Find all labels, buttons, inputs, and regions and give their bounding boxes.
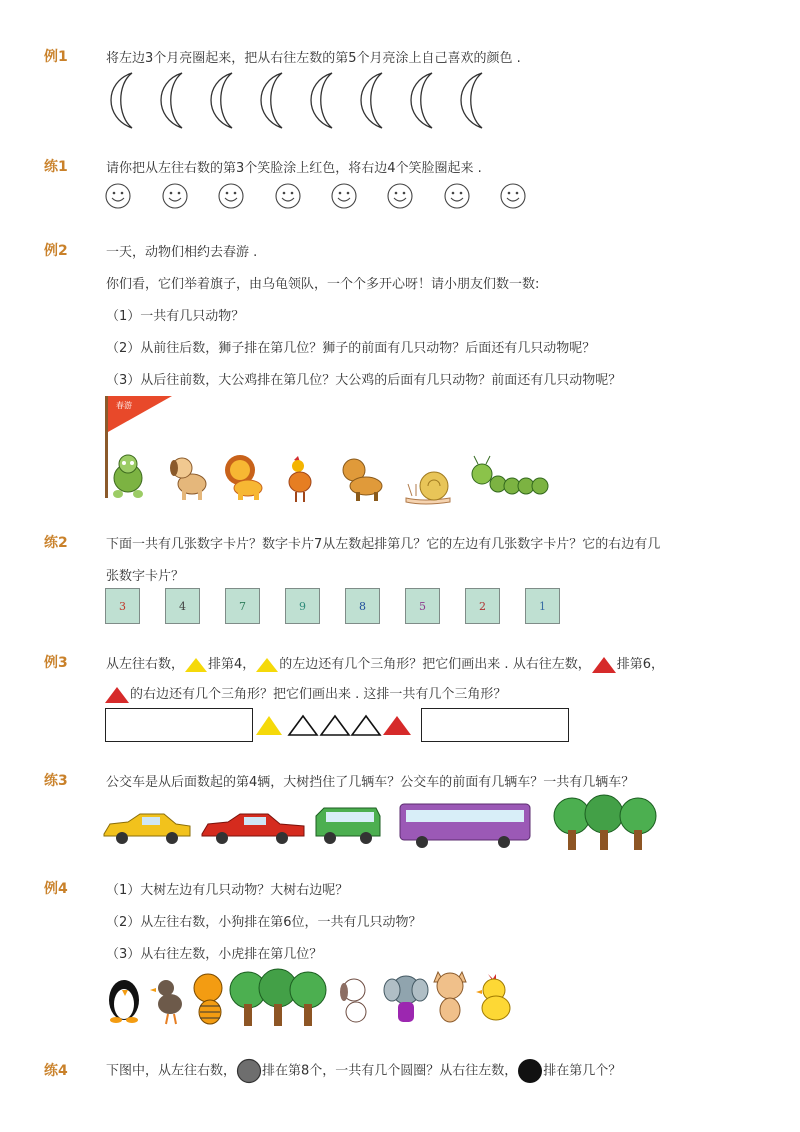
practice-2-label: 练2: [44, 535, 68, 551]
practice-2-line-1: 下面一共有几张数字卡片？数字卡片7从左数起排第几？它的左边有几张数字卡片？它的右边有几: [106, 537, 661, 552]
number-card-value: 8: [359, 599, 366, 613]
example-4-question-3: （3）从右往左数，小虎排在第几位？: [106, 947, 323, 962]
example-2-question-3: （3）从后往前数，大公鸡排在第几位？大公鸡的后面有几只动物？前面还有几只动物呢？: [106, 373, 622, 388]
number-card-value: 4: [179, 599, 186, 613]
example-3-text-a: 从左往右数，: [106, 657, 185, 672]
example-1-label: 例1: [44, 49, 68, 65]
example-4-question-1: （1）大树左边有几只动物？大树右边呢？: [106, 883, 349, 898]
chicken-icon: [476, 974, 510, 1020]
number-card: [405, 588, 440, 624]
practice-4-text-b: 排在第8个，一共有几个圆圈？从右往左数，: [262, 1063, 518, 1079]
smiley-face-icon: [219, 184, 243, 208]
practice-1-label: 练1: [44, 159, 68, 175]
smiley-face-icon: [106, 184, 130, 208]
triangle-icon: [383, 716, 411, 735]
crescent-moon-icon: [261, 73, 282, 128]
ox-icon: [340, 458, 382, 502]
number-card-value: 1: [539, 599, 546, 613]
example-3-text-e: 的右边还有几个三角形？把它们画出来 . 这排一共有几个三角形？: [130, 687, 507, 702]
smiley-face-icon: [332, 184, 356, 208]
penguin-icon: [109, 980, 139, 1023]
answer-box-right[interactable]: [421, 708, 569, 742]
moons-row: [100, 70, 500, 132]
vehicles-illustration: [100, 792, 670, 854]
example-2-line-2: 你们看，它们举着旗子，由乌龟领队，一个个多开心呀！请小朋友们数一数:: [106, 277, 540, 292]
red-car-icon: [202, 814, 304, 844]
black-circle-icon: [517, 1058, 543, 1084]
tiger-icon: [194, 974, 222, 1024]
example-3-line-2: [104, 683, 506, 704]
example-2-question-2: （2）从前往后数，狮子排在第几位？狮子的前面有几只动物？后面还有几只动物呢？: [106, 341, 596, 356]
number-card: [285, 588, 320, 624]
crescent-moon-icon: [211, 73, 232, 128]
practice-4-label: 练4: [44, 1063, 68, 1079]
number-card: [165, 588, 200, 624]
dog-icon: [170, 458, 206, 500]
example-2-question-1: （1）一共有几只动物？: [106, 309, 245, 324]
example-2-line-1: 一天，动物们相约去春游 .: [106, 245, 258, 260]
gray-circle-icon: [236, 1058, 262, 1084]
practice-4-text-a: 下图中，从左往右数，: [106, 1063, 237, 1079]
purple-bus-icon: [400, 804, 530, 848]
tree-icon: [230, 969, 326, 1026]
example-3-line-1: [106, 653, 664, 674]
rooster-icon: [289, 456, 311, 502]
example-3-text-d: 排第6，: [616, 657, 664, 672]
turtle-icon: [113, 455, 143, 498]
triangle-icon: [321, 716, 349, 735]
parade-illustration: [100, 394, 560, 506]
yellow-triangle-icon: [255, 657, 279, 673]
lion-icon: [225, 455, 262, 500]
practice-3-label: 练3: [44, 773, 68, 789]
practice-2-line-2: 张数字卡片？: [106, 569, 185, 584]
smiley-face-icon: [445, 184, 469, 208]
number-card: [225, 588, 260, 624]
crescent-moon-icon: [311, 73, 332, 128]
crescent-moon-icon: [161, 73, 182, 128]
example-2-label: 例2: [44, 243, 68, 259]
example-3-label: 例3: [44, 655, 68, 671]
practice-3-text: 公交车是从后面数起的第4辆，大树挡住了几辆车？公交车的前面有几辆车？一共有几辆车？: [106, 775, 635, 790]
example-3-text-b: 排第4，: [208, 657, 256, 672]
number-card: [465, 588, 500, 624]
practice-4-line: [106, 1058, 621, 1084]
number-card: [525, 588, 560, 624]
example-3-text-c: 的左边还有几个三角形？把它们画出来 . 从右往左数，: [279, 657, 591, 672]
flag-label: 春游: [116, 401, 132, 410]
number-card-value: 2: [479, 599, 486, 613]
answer-box-left[interactable]: [105, 708, 253, 742]
number-card-value: 3: [119, 599, 126, 613]
number-card-value: 7: [239, 599, 246, 613]
number-card-value: 9: [299, 599, 306, 613]
example-4-question-2: （2）从左往右数，小狗排在第6位，一共有几只动物？: [106, 915, 422, 930]
practice-1-text: 请你把从左往右数的第3个笑脸涂上红色，将右边4个笑脸圈起来 .: [106, 161, 482, 176]
triangle-icon: [256, 716, 282, 735]
example-4-label: 例4: [44, 881, 68, 897]
triangle-icon: [289, 716, 317, 735]
triangle-icon: [352, 716, 380, 735]
yellow-car-icon: [104, 814, 190, 844]
smiley-face-icon: [163, 184, 187, 208]
crescent-moon-icon: [111, 73, 132, 128]
smiley-face-icon: [501, 184, 525, 208]
snail-icon: [406, 472, 450, 504]
crescent-moon-icon: [411, 73, 432, 128]
practice-4-text-c: 排在第几个？: [543, 1063, 622, 1079]
number-card-value: 5: [419, 599, 426, 613]
yellow-triangle-icon: [184, 657, 208, 673]
number-card: [105, 588, 140, 624]
cat-icon: [434, 972, 466, 1022]
elephant-icon: [384, 976, 428, 1022]
example-1-text: 将左边3个月亮圈起来，把从右往左数的第5个月亮涂上自己喜欢的颜色 .: [106, 51, 521, 66]
triangle-row: [256, 714, 414, 738]
smiley-face-icon: [276, 184, 300, 208]
smileys-row: [104, 182, 534, 212]
crescent-moon-icon: [461, 73, 482, 128]
duck-icon: [150, 980, 182, 1024]
animals-trees-illustration: [100, 966, 530, 1032]
red-triangle-icon: [591, 656, 617, 674]
smiley-face-icon: [388, 184, 412, 208]
red-triangle-icon: [104, 686, 130, 704]
green-van-icon: [316, 808, 380, 844]
tree-icon: [554, 795, 656, 850]
caterpillar-icon: [472, 456, 548, 494]
dog-icon: [340, 979, 366, 1022]
crescent-moon-icon: [361, 73, 382, 128]
number-card: [345, 588, 380, 624]
